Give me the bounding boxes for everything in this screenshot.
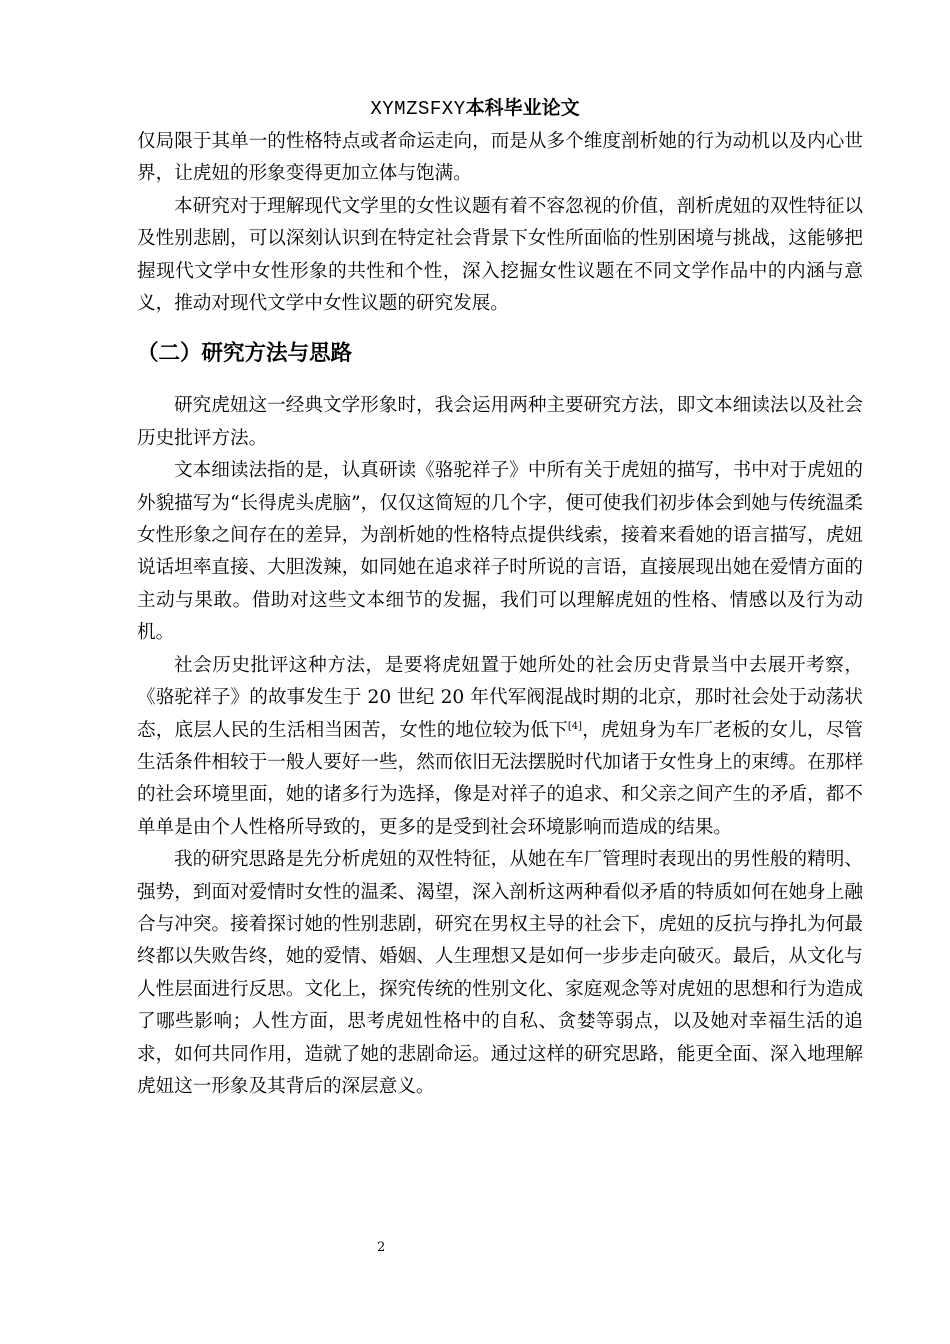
page-header bbox=[0, 95, 950, 122]
paragraph-continued: 仅局限于其单一的性格特点或者命运走向，而是从多个维度剖析她的行为动机以及内心世界，让虎妞的形象变得更加立体与饱满。 bbox=[137, 131, 863, 185]
section-heading: （二）研究方法与思路 bbox=[137, 341, 353, 367]
paragraph-research-approach: 我的研究思路是先分析虎妞的双性特征，从她在车厂管理时表现出的男性般的精明、强势，到面对爱情时女性的温柔、渴望，深入剖析这两种看似矛盾的特质如何在她身上融合与冲突。接着探讨她的性别悲剧，研究在男权主导的社会下，虎妞的反抗与挣扎为何最终都以失败告终，她的爱情、婚姻、人生理想又是如何一步步走向破灭。最后，从文化与人性层面进行反思。文化上，探究传统的性别文化、家庭观念等对虎妞的思想和行为造成了哪些影响；人性方面，思考虎妞性格中的自私、贪婪等弱点，以及她对幸福生活的追求，如何共同作用，造就了她的悲剧命运。通过这样的研究思路，能更全面、深入地理解虎妞这一形象及其背后的深层意义。 bbox=[137, 849, 863, 1097]
paragraph-text: 社会历史批评这种方法，是要将虎妞置于她所处的社会历史背景当中去展开考察，《骆驼祥子》的故事发生于 20 世纪 20 年代军阀混战时期的北京，那时社会处于动荡状态，底层人民的生活相当困苦，女性的地位较为低下 bbox=[137, 654, 863, 741]
page-body bbox=[137, 126, 863, 1103]
citation-ref: [4] bbox=[567, 720, 582, 732]
paragraph-significance: 本研究对于理解现代文学里的女性议题有着不容忽视的价值，剖析虎妞的双性特征以及性别悲剧，可以深刻认识到在特定社会背景下女性所面临的性别困境与挑战，这能够把握现代文学中女性形象的共性和个性，深入挖掘女性议题在不同文学作品中的内涵与意义，推动对现代文学中女性议题的研究发展。 bbox=[137, 195, 863, 315]
paragraph-text: ，虎妞身为车厂老板的女儿，尽管生活条件相较于一般人要好一些，然而依旧无法摆脱时代加诸于女性身上的束缚。在那样的社会环境里面，她的诸多行为选择，像是对祥子的追求、和父亲之间产生的矛盾，都不单单是由个人性格所导致的，更多的是受到社会环境影响而造成的结果。 bbox=[137, 719, 863, 838]
header-school-code: XYMZSFXY bbox=[370, 98, 466, 120]
paragraph-methods-intro: 研究虎妞这一经典文学形象时，我会运用两种主要研究方法，即文本细读法以及社会历史批评方法。 bbox=[137, 395, 863, 449]
paragraph-social-history bbox=[137, 650, 863, 844]
header-title: 本科毕业论文 bbox=[465, 97, 580, 119]
paragraph-close-reading: 文本细读法指的是，认真研读《骆驼祥子》中所有关于虎妞的描写，书中对于虎妞的外貌描写为“长得虎头虎脑”，仅仅这简短的几个字，便可使我们初步体会到她与传统温柔女性形象之间存在的差异，为剖析她的性格特点提供线索，接着来看她的语言描写，虎妞说话坦率直接、大胆泼辣，如同她在追求祥子时所说的言语，直接展现出她在爱情方面的主动与果敢。借助对这些文本细节的发掘，我们可以理解虎妞的性格、情感以及行为动机。 bbox=[137, 460, 863, 644]
page-number: 2 bbox=[377, 1240, 386, 1255]
